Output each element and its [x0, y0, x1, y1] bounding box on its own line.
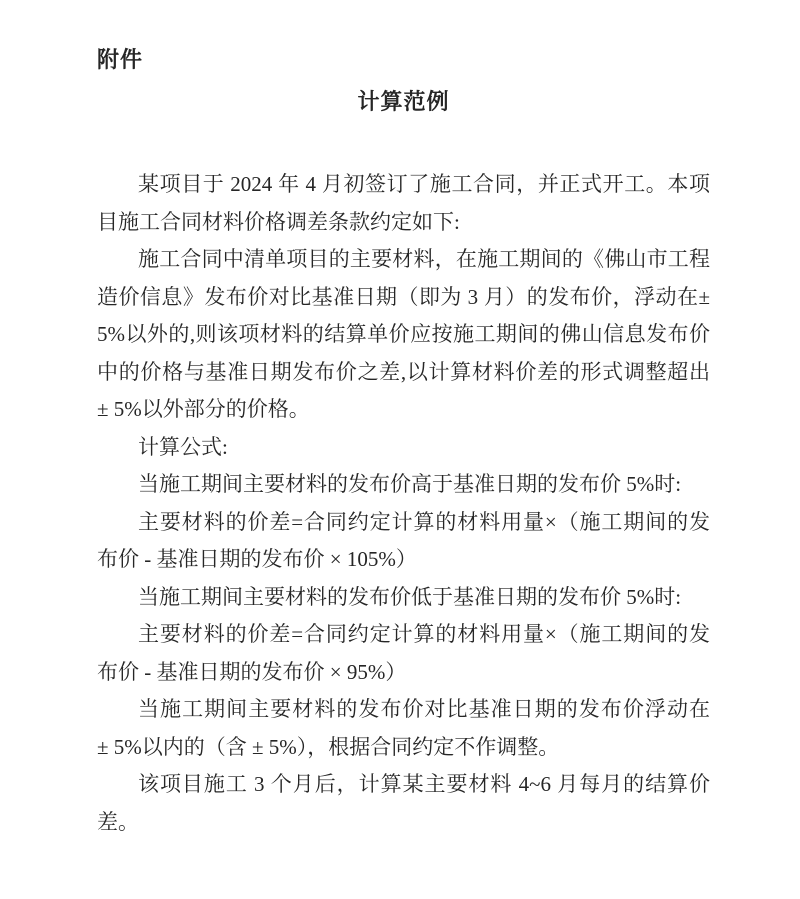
document-line: 该项目施工 3 个月后，计算某主要材料 4~6 月每月的结算价 — [138, 772, 710, 796]
document-line: 当施工期间主要材料的发布价高于基准日期的发布价 5%时: — [138, 472, 682, 496]
document-line: 某项目于 2024 年 4 月初签订了施工合同，并正式开工。本项 — [138, 172, 710, 196]
document-body — [97, 166, 710, 841]
attachment-label: 附件 — [97, 47, 144, 72]
document-line: 施工合同中清单项目的主要材料，在施工期间的《佛山市工程 — [138, 247, 710, 271]
document-line: 当施工期间主要材料的发布价对比基准日期的发布价浮动在 — [138, 697, 710, 721]
document-line: 布价 - 基准日期的发布价 × 105%） — [97, 547, 417, 571]
document-line: 中的价格与基准日期发布价之差,以计算材料价差的形式调整超出 — [97, 359, 710, 384]
document-line: 布价 - 基准日期的发布价 × 95%） — [97, 659, 407, 684]
document-line: 5%以外的,则该项材料的结算单价应按施工期间的佛山信息发布价 — [97, 322, 710, 346]
document-line: ± 5%以外部分的价格。 — [97, 397, 310, 421]
document-line: 主要材料的价差=合同约定计算的材料用量×（施工期间的发 — [138, 509, 710, 534]
document-line: 造价信息》发布价对比基准日期（即为 3 月）的发布价，浮动在± — [97, 284, 710, 309]
page-title: 计算范例 — [357, 89, 450, 114]
document-line: 差。 — [97, 809, 139, 834]
document-line: 当施工期间主要材料的发布价低于基准日期的发布价 5%时: — [138, 584, 682, 609]
document-line: 目施工合同材料价格调差条款约定如下: — [97, 209, 460, 234]
document-line: 主要材料的价差=合同约定计算的材料用量×（施工期间的发 — [138, 622, 710, 646]
document-line: ± 5%以内的（含 ± 5%），根据合同约定不作调整。 — [97, 734, 560, 759]
document-line: 计算公式: — [138, 434, 228, 459]
